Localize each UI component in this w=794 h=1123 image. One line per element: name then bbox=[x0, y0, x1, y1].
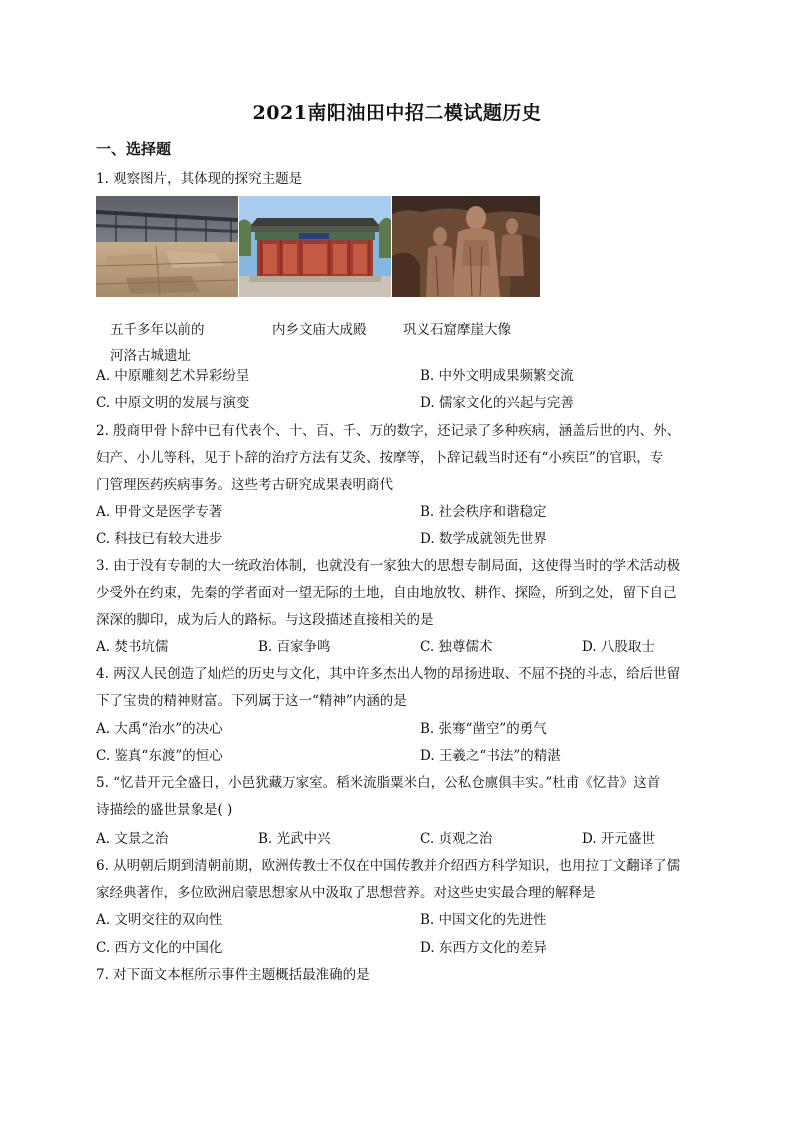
question-2-line-2: 妇产、小儿等科，见于卜辞的治疗方法有艾灸、按摩等，卜辞记载当时还有“小疾臣”的官职，专 bbox=[96, 450, 664, 466]
q5-option-d: D. 开元盛世 bbox=[582, 831, 655, 847]
question-5-line-1: 5. “忆昔开元全盛日，小邑犹藏万家室。稻米流脂粟米白，公私仓廪俱丰实。”杜甫《忆昔》这首 bbox=[96, 775, 661, 791]
question-4-line-2: 下了宝贵的精神财富。下列属于这一“精神”内涵的是 bbox=[96, 693, 407, 709]
q4-option-c: C. 鉴真“东渡”的恒心 bbox=[96, 748, 223, 764]
photo-caption-2: 内乡文庙大成殿 bbox=[272, 322, 367, 338]
q5-option-a: A. 文景之治 bbox=[96, 831, 169, 847]
q4-option-a: A. 大禹“治水”的决心 bbox=[96, 721, 223, 737]
cliff-buddha-statue-photo bbox=[392, 196, 540, 297]
question-1-photos bbox=[96, 196, 540, 297]
q5-option-c: C. 贞观之治 bbox=[420, 831, 493, 847]
q5-option-b: B. 光武中兴 bbox=[258, 831, 331, 847]
question-1-stem: 1. 观察图片，其体现的探究主题是 bbox=[96, 171, 303, 187]
question-5-line-2: 诗描绘的盛世景象是( ) bbox=[96, 802, 233, 818]
question-6-line-2: 家经典著作，多位欧洲启蒙思想家从中汲取了思想营养。对这些史实最合理的解释是 bbox=[96, 885, 596, 901]
photo-caption-1: 五千多年以前的 bbox=[110, 322, 205, 338]
q1-option-c: C. 中原文明的发展与演变 bbox=[96, 395, 250, 411]
question-3-line-1: 3. 由于没有专制的大一统政治体制，也就没有一家独大的思想专制局面，这使得当时的学术活动极 bbox=[96, 558, 681, 574]
q4-option-b: B. 张骞“凿空”的勇气 bbox=[420, 721, 547, 737]
q3-option-a: A. 焚书坑儒 bbox=[96, 639, 169, 655]
q6-option-c: C. 西方文化的中国化 bbox=[96, 940, 223, 956]
q3-option-d: D. 八股取士 bbox=[582, 639, 655, 655]
q6-option-b: B. 中国文化的先进性 bbox=[420, 912, 547, 928]
q2-option-d: D. 数学成就领先世界 bbox=[420, 531, 547, 547]
section-heading: 一、选择题 bbox=[96, 140, 172, 158]
archaeological-site-photo bbox=[96, 196, 238, 297]
question-2-line-3: 门管理医药疾病事务。这些考古研究成果表明商代 bbox=[96, 477, 393, 493]
q3-option-b: B. 百家争鸣 bbox=[258, 639, 331, 655]
question-7-stem: 7. 对下面文本框所示事件主题概括最准确的是 bbox=[96, 967, 370, 983]
photo-caption-3: 巩义石窟摩崖大像 bbox=[403, 322, 511, 338]
photo-caption-1-cont: 河洛古城遗址 bbox=[110, 348, 191, 364]
q3-option-c: C. 独尊儒术 bbox=[420, 639, 493, 655]
q1-option-b: B. 中外文明成果频繁交流 bbox=[420, 368, 574, 384]
page-title: 2021南阳油田中招二模试题历史 bbox=[252, 102, 542, 124]
temple-hall-photo bbox=[239, 196, 391, 297]
question-3-line-2: 少受外在约束，先秦的学者面对一望无际的土地，自由地放牧、耕作、探险，所到之处，留下自己 bbox=[96, 585, 677, 601]
q1-option-a: A. 中原雕刻艺术异彩纷呈 bbox=[96, 368, 250, 384]
q4-option-d: D. 王羲之“书法”的精湛 bbox=[420, 748, 561, 764]
question-4-line-1: 4. 两汉人民创造了灿烂的历史与文化，其中许多杰出人物的昂扬进取、不屈不挠的斗志，给后世留 bbox=[96, 666, 681, 682]
question-2-line-1: 2. 殷商甲骨卜辞中已有代表个、十、百、千、万的数字，还记录了多种疾病，涵盖后世的内、外、 bbox=[96, 423, 681, 439]
question-6-line-1: 6. 从明朝后期到清朝前期，欧洲传教士不仅在中国传教并介绍西方科学知识，也用拉丁文翻译了儒 bbox=[96, 858, 681, 874]
q1-option-d: D. 儒家文化的兴起与完善 bbox=[420, 395, 574, 411]
q2-option-c: C. 科技已有较大进步 bbox=[96, 531, 223, 547]
q2-option-a: A. 甲骨文是医学专著 bbox=[96, 504, 223, 520]
q2-option-b: B. 社会秩序和谐稳定 bbox=[420, 504, 547, 520]
q6-option-a: A. 文明交往的双向性 bbox=[96, 912, 223, 928]
q6-option-d: D. 东西方文化的差异 bbox=[420, 940, 547, 956]
question-3-line-3: 深深的脚印，成为后人的路标。与这段描述直接相关的是 bbox=[96, 612, 434, 628]
